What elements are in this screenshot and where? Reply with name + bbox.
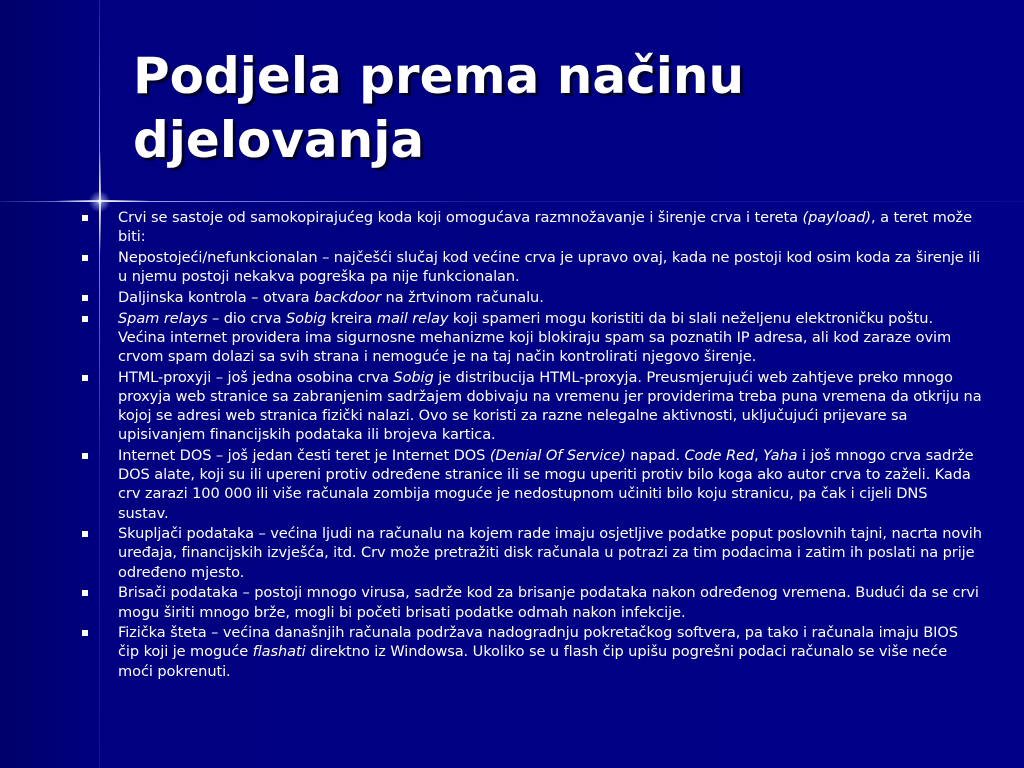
bullet-text: je distribucija HTML-proxyja. Preusmjerujući web zahtjeve preko mnogo proxyja web stranice sa zabranjenim sadržajem dobivaju na vremenu jer providerima treba puna vremena da otkriju na kojoj se adresi web stranica fizički nalazi. Ovo se koristi za razne nelegalne aktivnosti, uključujući prijevare sa upisivanjem financijskih podataka ili brojeva kartica. xyxy=(118,368,982,444)
bullet-item xyxy=(82,623,982,681)
bullet-text: , xyxy=(754,446,764,464)
bullet-text: koji spameri mogu koristiti da bi slali neželjenu elektroničku poštu. Većina internet providera ima sigurnosne mehanizme koji blokiraju spam sa poznatih IP adresa, ali kod zaraze ovim crvom spam dolazi sa svih strana i nemoguće je na taj način kontrolirati njegovo širenje. xyxy=(118,309,952,365)
bullet-item xyxy=(82,446,982,523)
bullet-text: Fizička šteta – većina današnjih računala podržava nadogradnju pokretačkog softvera, pa tako i računala imaju BIOS čip koji je moguće xyxy=(118,624,958,661)
bullet-italic-text: (Denial Of Service) xyxy=(489,446,626,464)
bullet-item xyxy=(82,368,982,445)
square-bullet-icon xyxy=(82,630,88,636)
bullet-italic-text: mail relay xyxy=(376,309,449,327)
square-bullet-icon xyxy=(82,375,88,381)
bullet-italic-text: (payload) xyxy=(802,209,872,226)
bullet-text: Brisači podataka – postoji mnogo virusa, sadrže kod za brisanje podataka nakon određenog vremena. Budući da se crvi mogu širiti mnogo brže, mogli bi početi brisati podatke odmah nakon infekcije. xyxy=(118,584,979,621)
bullet-item xyxy=(82,248,982,286)
bullet-text: Daljinska kontrola – otvara xyxy=(118,288,314,306)
bullet-italic-text: Code Red xyxy=(684,446,755,464)
bullet-text: Crvi se sastoje od samokopirajućeg koda koji omogućava razmnožavanje i širenje crva i tereta xyxy=(118,209,803,226)
bullet-item xyxy=(82,288,982,307)
bullet-text: , a teret može biti: xyxy=(118,209,972,246)
bullet-italic-text: Sobig xyxy=(393,368,434,386)
bullet-text: direktno iz Windowsa. Ukoliko se u flash čip upišu pogrešni podaci računalo se više neće moći pokrenuti. xyxy=(118,643,948,680)
bullet-item xyxy=(82,524,982,582)
bullet-text: kreira xyxy=(326,309,377,327)
bullet-text: napad. xyxy=(625,446,685,464)
bullet-item xyxy=(82,309,982,367)
square-bullet-icon xyxy=(82,316,88,322)
bullet-text: Internet DOS – još jedan česti teret je Internet DOS xyxy=(118,446,490,464)
square-bullet-icon xyxy=(82,531,88,537)
bullet-list xyxy=(82,208,982,682)
bullet-italic-text: Yaha xyxy=(763,446,798,464)
square-bullet-icon xyxy=(82,255,88,261)
bullet-text: i još mnogo crva sadrže DOS alate, koji su ili upereni protiv određene stranice ili se mogu uperiti protiv bilo koga ako autor crva to zaželi. Kada crv zarazi 100 000 ili više računala zombija moguće je nedostupnom učiniti bilo koju stranicu, pa čak i cijeli DNS sustav. xyxy=(118,446,974,522)
bullet-text: Skupljači podataka – većina ljudi na računalu na kojem rade imaju osjetljive podatke poput poslovnih tajni, nacrta novih uređaja, financijskih izvješća, itd. Crv može pretražiti disk računala u potrazi za tim podacima i zatim ih poslati na prije određeno mjesto. xyxy=(118,525,982,581)
bullet-text: HTML-proxyji – još jedna osobina crva xyxy=(118,368,394,386)
square-bullet-icon xyxy=(82,295,88,301)
bullet-text: na žrtvinom računalu. xyxy=(381,288,544,306)
slide-title: Podjela prema načinu djelovanja xyxy=(133,47,745,169)
bullet-item xyxy=(82,583,982,621)
square-bullet-icon xyxy=(82,590,88,596)
horizontal-accent-line xyxy=(0,201,1024,202)
bullet-italic-text: Sobig xyxy=(285,309,327,327)
square-bullet-icon xyxy=(82,215,88,221)
bullet-text: Nepostojeći/nefunkcionalan – najčešći slučaj kod većine crva je upravo ovaj, kada ne postoji kod osim koda za širenje ili u njemu postoji nekakva pogreška pa nije funkcionalan. xyxy=(118,248,981,286)
square-bullet-icon xyxy=(82,453,88,459)
bullet-text: – dio crva xyxy=(207,309,286,327)
bullet-item xyxy=(82,208,982,246)
bullet-italic-text: flashati xyxy=(252,643,306,661)
bullet-italic-text: backdoor xyxy=(314,288,382,306)
bullet-italic-text: Spam relays xyxy=(118,309,208,327)
